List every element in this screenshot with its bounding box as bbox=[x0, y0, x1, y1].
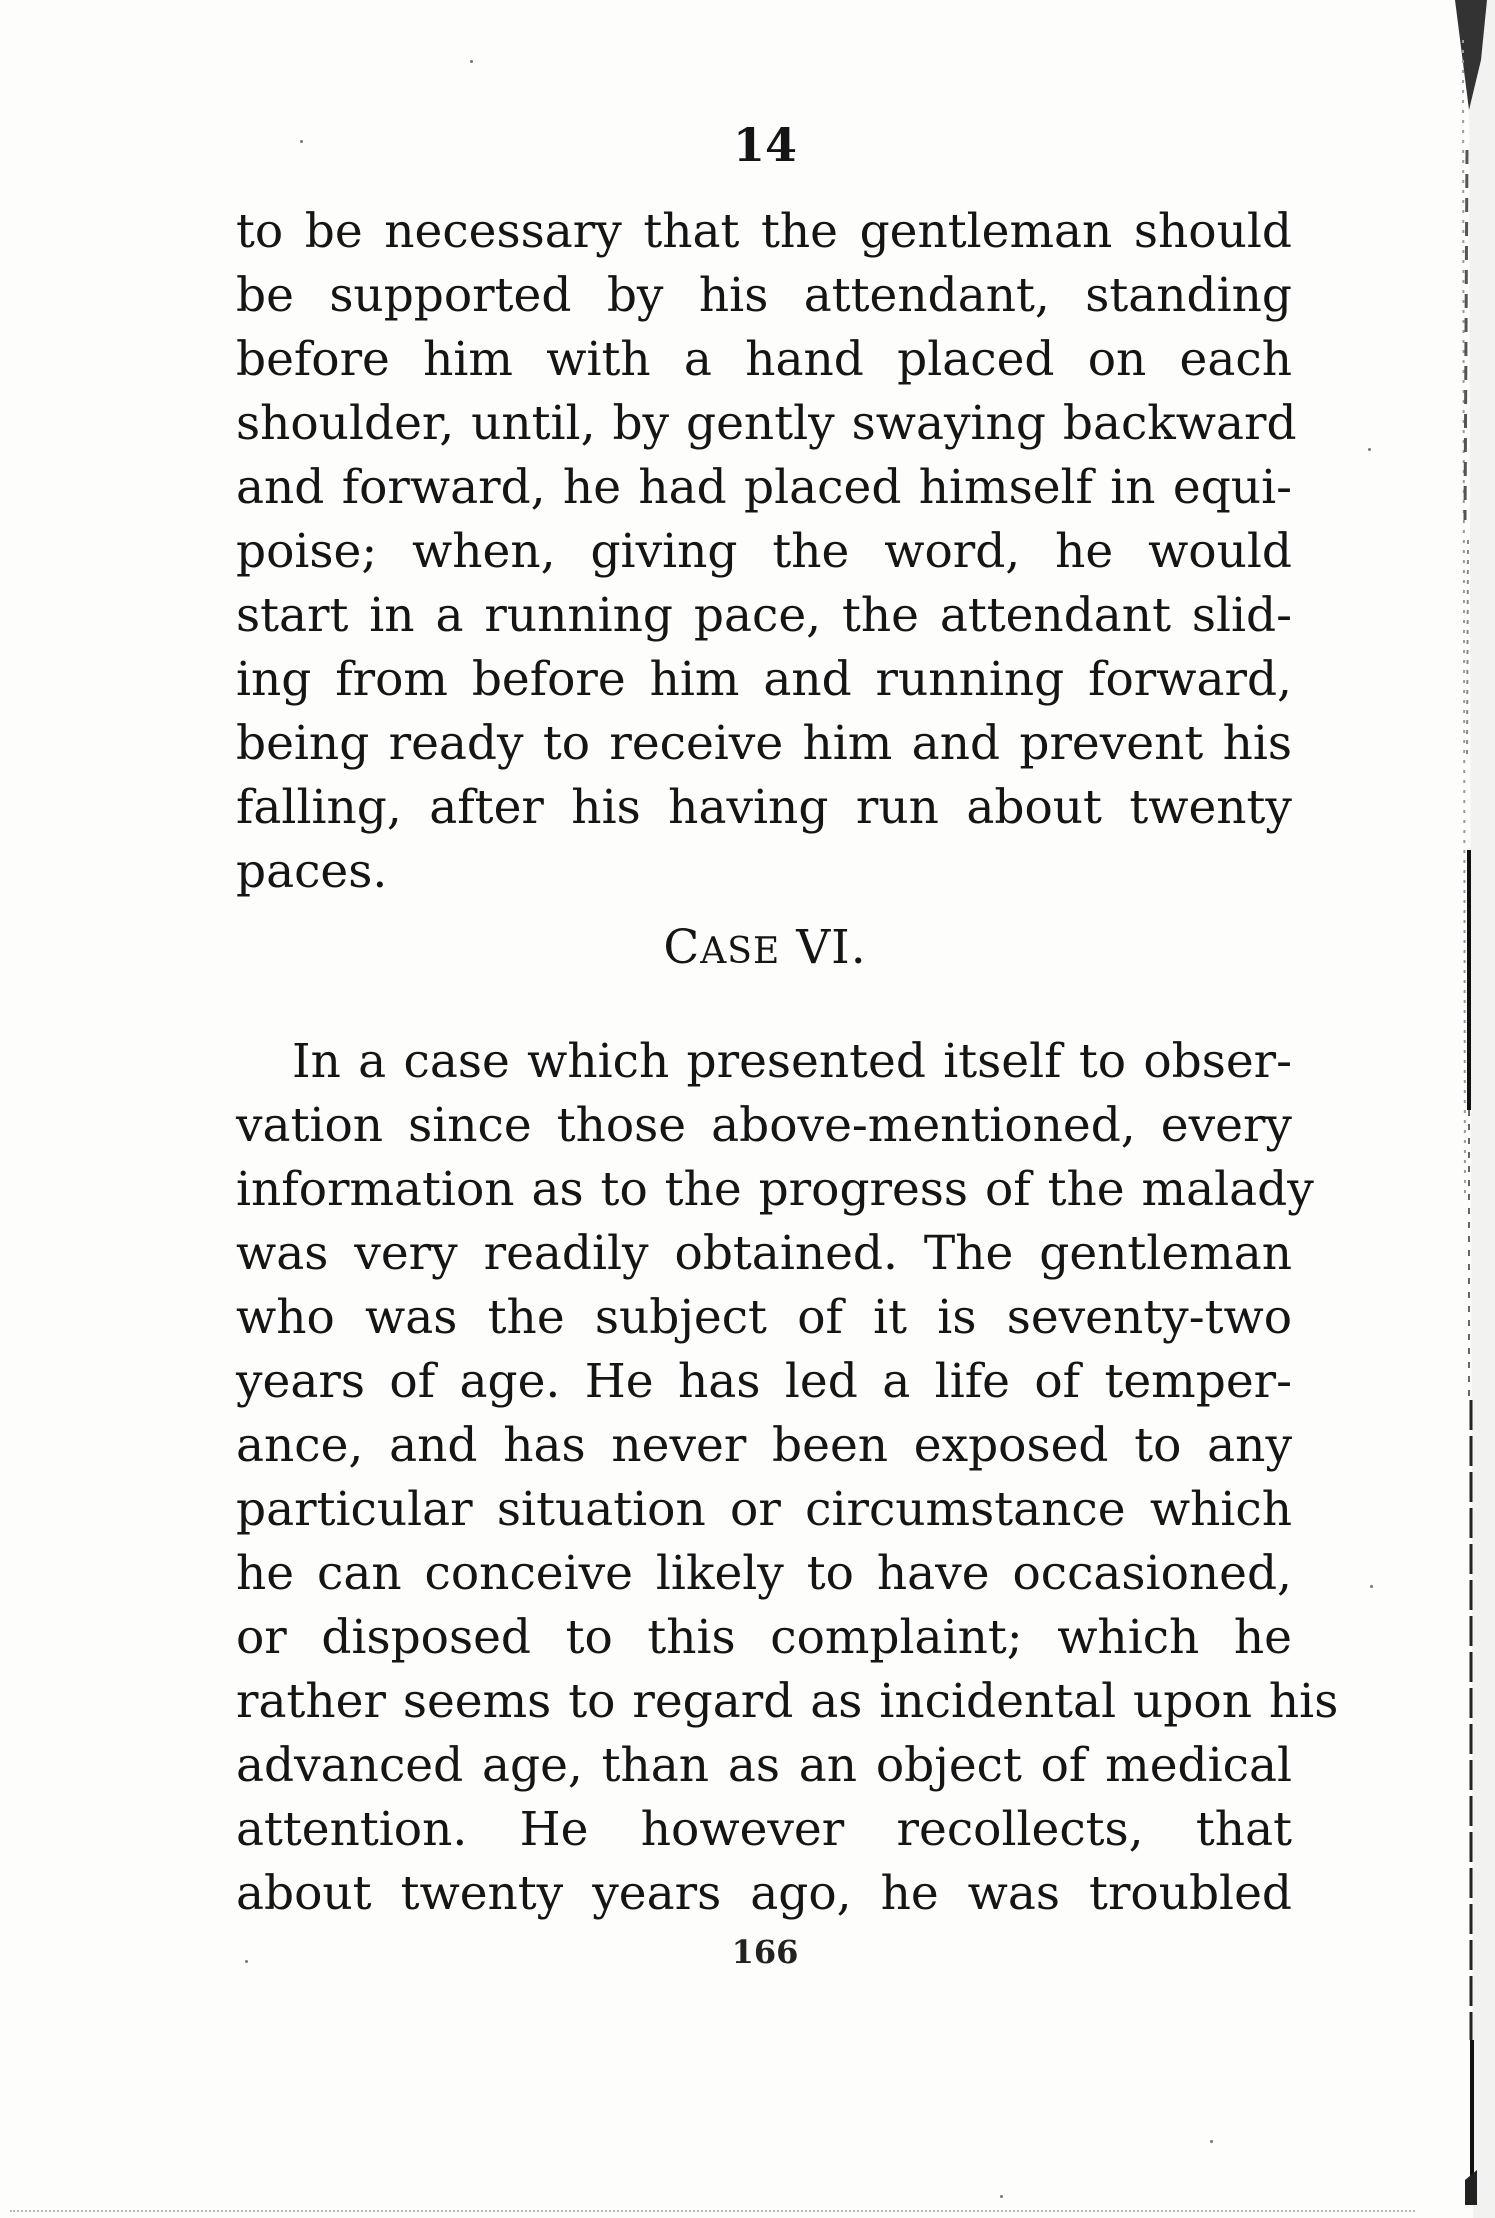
text-line: attention. He however recollects, that bbox=[236, 1802, 1292, 1857]
paper-speck bbox=[470, 60, 473, 63]
bottom-edge-dots bbox=[10, 2210, 1415, 2214]
text-line: was very readily obtained. The gentleman bbox=[236, 1226, 1292, 1281]
footer-page-number: 166 bbox=[731, 1933, 799, 1971]
text-line: rather seems to regard as incidental upon his bbox=[236, 1674, 1339, 1729]
paper-speck bbox=[1368, 448, 1371, 451]
text-line: information as to the progress of the malady bbox=[236, 1162, 1314, 1217]
case-heading bbox=[0, 920, 1495, 975]
text-line: or disposed to this complaint; which he bbox=[236, 1610, 1292, 1665]
paper-speck bbox=[1000, 2195, 1003, 2198]
text-line: start in a running pace, the attendant slid- bbox=[236, 588, 1292, 643]
text-line: about twenty years ago, he was troubled bbox=[236, 1866, 1292, 1921]
text-line: and forward, he had placed himself in equi- bbox=[236, 460, 1292, 515]
binding-edge-shadow bbox=[1425, 0, 1495, 2218]
text-line: being ready to receive him and prevent his bbox=[236, 716, 1292, 771]
paragraph-continuation bbox=[236, 200, 1297, 904]
text-line: advanced age, than as an object of medical bbox=[236, 1738, 1292, 1793]
paper-speck bbox=[245, 1960, 248, 1963]
text-line: paces. bbox=[236, 844, 388, 899]
text-line: who was the subject of it is seventy-two bbox=[236, 1290, 1292, 1345]
heading-numeral: VI. bbox=[796, 920, 867, 975]
text-line: In a case which presented itself to obser- bbox=[292, 1034, 1292, 1089]
header-page-number: 14 bbox=[732, 118, 797, 172]
text-line: vation since those above-mentioned, every bbox=[236, 1098, 1292, 1153]
text-line: ing from before him and running forward, bbox=[236, 652, 1292, 707]
paper-speck bbox=[300, 140, 303, 143]
text-line: falling, after his having run about twenty bbox=[236, 780, 1292, 835]
text-line: shoulder, until, by gently swaying backward bbox=[236, 396, 1297, 451]
text-line: be supported by his attendant, standing bbox=[236, 268, 1292, 323]
text-line: ance, and has never been exposed to any bbox=[236, 1418, 1292, 1473]
text-line: poise; when, giving the word, he would bbox=[236, 524, 1292, 579]
paper-speck bbox=[1370, 1585, 1373, 1588]
heading-small-caps: ASE bbox=[700, 931, 781, 972]
paper-speck bbox=[1210, 2140, 1213, 2143]
text-line: before him with a hand placed on each bbox=[236, 332, 1292, 387]
text-line: to be necessary that the gentleman should bbox=[236, 204, 1292, 259]
text-line: particular situation or circumstance which bbox=[236, 1482, 1292, 1537]
paragraph-case-vi bbox=[236, 1030, 1339, 1926]
text-line: years of age. He has led a life of temper- bbox=[236, 1354, 1292, 1409]
heading-initial: C bbox=[663, 920, 701, 975]
text-line: he can conceive likely to have occasioned, bbox=[236, 1546, 1292, 1601]
